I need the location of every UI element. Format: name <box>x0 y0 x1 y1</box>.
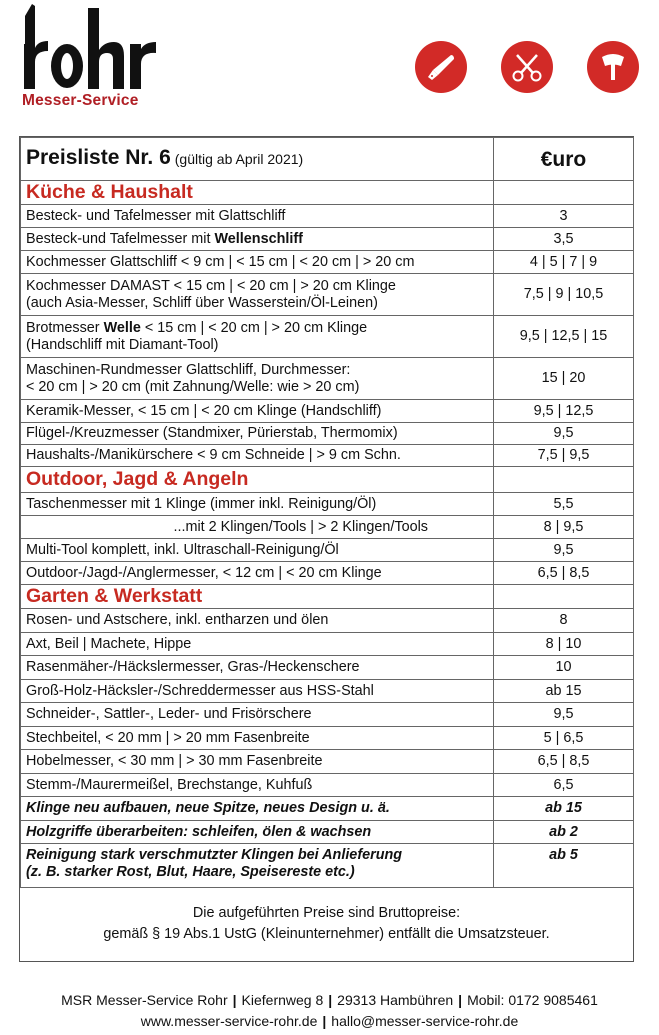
section-title-garden: Garten & Werkstatt <box>21 585 494 609</box>
email-link[interactable]: hallo@messer-service-rohr.de <box>331 1013 519 1029</box>
item-price: 9,5 <box>494 423 634 445</box>
street-address: Kiefernweg 8 <box>241 992 324 1008</box>
contact-footer: MSR Messer-Service Rohr | Kiefernweg 8 | 29313 Hambühren | Mobil: 0172 9085461 www.messer-service-rohr.de | hallo@messer-service-rohr.de <box>61 992 598 1029</box>
item-price: 4 | 5 | 7 | 9 <box>494 251 634 274</box>
company-name: MSR Messer-Service Rohr <box>61 992 228 1008</box>
table-row <box>21 727 634 750</box>
table-row <box>21 844 634 888</box>
item-label: Maschinen-Rundmesser Glattschliff, Durchmesser: < 20 cm | > 20 cm (mit Zahnung/Welle: wie > 20 cm) <box>21 358 494 400</box>
item-price: 3 <box>494 205 634 228</box>
section-title-kitchen: Küche & Haushalt <box>21 181 494 205</box>
table-row <box>21 609 634 633</box>
table-row <box>21 797 634 821</box>
item-label: Flügel-/Kreuzmesser (Standmixer, Pürierstab, Thermomix) <box>21 423 494 445</box>
item-label: Groß-Holz-Häcksler-/Schreddermesser aus HSS-Stahl <box>21 680 494 703</box>
table-row <box>21 251 634 274</box>
footnote-line: Die aufgeführten Preise sind Bruttopreise: <box>192 905 461 921</box>
table-row <box>21 423 634 445</box>
table-row <box>21 516 634 539</box>
table-row <box>21 358 634 400</box>
item-price: 3,5 <box>494 228 634 251</box>
table-row <box>21 228 634 251</box>
table-row <box>21 539 634 562</box>
item-label: Outdoor-/Jagd-/Anglermesser, < 12 cm | < 20 cm Klinge <box>21 562 494 585</box>
knife-icon <box>415 41 467 93</box>
item-label: Reinigung stark verschmutzter Klingen bei Anlieferung (z. B. starker Rost, Blut, Haare, Speisereste etc.) <box>21 844 494 888</box>
item-price: 8 | 10 <box>494 633 634 656</box>
item-label: Taschenmesser mit 1 Klinge (immer inkl. Reinigung/Öl) <box>21 493 494 516</box>
item-price: 6,5 | 8,5 <box>494 750 634 774</box>
section-row <box>21 585 634 609</box>
item-price: 8 <box>494 609 634 633</box>
item-label: Besteck- und Tafelmesser mit Glattschliff <box>21 205 494 228</box>
item-price: 9,5 <box>494 539 634 562</box>
table-row <box>21 445 634 467</box>
item-label: Multi-Tool komplett, inkl. Ultraschall-Reinigung/Öl <box>21 539 494 562</box>
table-row <box>21 774 634 797</box>
item-price: 5 | 6,5 <box>494 727 634 750</box>
price-list-title: Preisliste Nr. 6 (gültig ab April 2021) <box>21 138 494 181</box>
table-row <box>21 205 634 228</box>
table-row <box>21 680 634 703</box>
table-row <box>21 562 634 585</box>
item-label: Rasenmäher-/Häckslermesser, Gras-/Heckenschere <box>21 656 494 680</box>
table-row <box>21 703 634 727</box>
table-row <box>21 750 634 774</box>
item-price: 5,5 <box>494 493 634 516</box>
item-label: Hobelmesser, < 30 mm | > 30 mm Fasenbreite <box>21 750 494 774</box>
section-row <box>21 181 634 205</box>
item-label: Kochmesser DAMAST < 15 cm | < 20 cm | > 20 cm Klinge (auch Asia-Messer, Schliff über Wasserstein/Öl-Leinen) <box>21 274 494 316</box>
item-label: Holzgriffe überarbeiten: schleifen, ölen & wachsen <box>21 821 494 844</box>
item-price: 7,5 | 9 | 10,5 <box>494 274 634 316</box>
item-label: Stechbeitel, < 20 mm | > 20 mm Fasenbreite <box>21 727 494 750</box>
table-row <box>21 274 634 316</box>
item-price: 9,5 | 12,5 <box>494 400 634 423</box>
table-row <box>21 400 634 423</box>
item-price: 10 <box>494 656 634 680</box>
service-icons <box>415 41 639 93</box>
item-label: Axt, Beil | Machete, Hippe <box>21 633 494 656</box>
item-label: Klinge neu aufbauen, neue Spitze, neues Design u. ä. <box>21 797 494 821</box>
item-label: Kochmesser Glattschliff < 9 cm | < 15 cm | < 20 cm | > 20 cm <box>21 251 494 274</box>
item-label: Haushalts-/Manikürschere < 9 cm Schneide | > 9 cm Schn. <box>21 445 494 467</box>
table-row <box>21 493 634 516</box>
footnote <box>20 903 633 945</box>
item-price: ab 15 <box>494 797 634 821</box>
footnote-line: gemäß § 19 Abs.1 UstG (Kleinunternehmer) entfällt die Umsatzsteuer. <box>103 926 550 942</box>
table-row <box>21 656 634 680</box>
section-title-outdoor: Outdoor, Jagd & Angeln <box>21 467 494 493</box>
item-price: 6,5 | 8,5 <box>494 562 634 585</box>
item-price: 8 | 9,5 <box>494 516 634 539</box>
item-price: 9,5 <box>494 703 634 727</box>
item-price: ab 5 <box>494 844 634 888</box>
item-label: Stemm-/Maurermeißel, Brechstange, Kuhfuß <box>21 774 494 797</box>
scissors-icon <box>501 41 553 93</box>
table-header-row <box>21 138 634 181</box>
item-price: 7,5 | 9,5 <box>494 445 634 467</box>
item-label: Besteck-und Tafelmesser mit Wellenschliff <box>21 228 494 251</box>
table-row <box>21 821 634 844</box>
item-price: 9,5 | 12,5 | 15 <box>494 316 634 358</box>
section-row <box>21 467 634 493</box>
item-label: ...mit 2 Klingen/Tools | > 2 Klingen/Tools <box>21 516 494 539</box>
item-label: Brotmesser Welle < 15 cm | < 20 cm | > 20 cm Klinge (Handschliff mit Diamant-Tool) <box>21 316 494 358</box>
price-list <box>19 136 634 962</box>
item-price: 15 | 20 <box>494 358 634 400</box>
item-price: ab 2 <box>494 821 634 844</box>
item-price: 6,5 <box>494 774 634 797</box>
item-price: ab 15 <box>494 680 634 703</box>
axe-icon <box>587 41 639 93</box>
table-row <box>21 316 634 358</box>
brand-subtitle: Messer-Service <box>22 92 139 109</box>
price-column-header: €uro <box>494 138 634 181</box>
item-label: Keramik-Messer, < 15 cm | < 20 cm Klinge (Handschliff) <box>21 400 494 423</box>
item-label: Rosen- und Astschere, inkl. entharzen und ölen <box>21 609 494 633</box>
website-link[interactable]: www.messer-service-rohr.de <box>140 1013 318 1029</box>
table-row <box>21 633 634 656</box>
item-label: Schneider-, Sattler-, Leder- und Frisörschere <box>21 703 494 727</box>
mobile-number: Mobil: 0172 9085461 <box>467 992 598 1008</box>
rohr-wordmark <box>22 4 172 99</box>
city: 29313 Hambühren <box>337 992 454 1008</box>
